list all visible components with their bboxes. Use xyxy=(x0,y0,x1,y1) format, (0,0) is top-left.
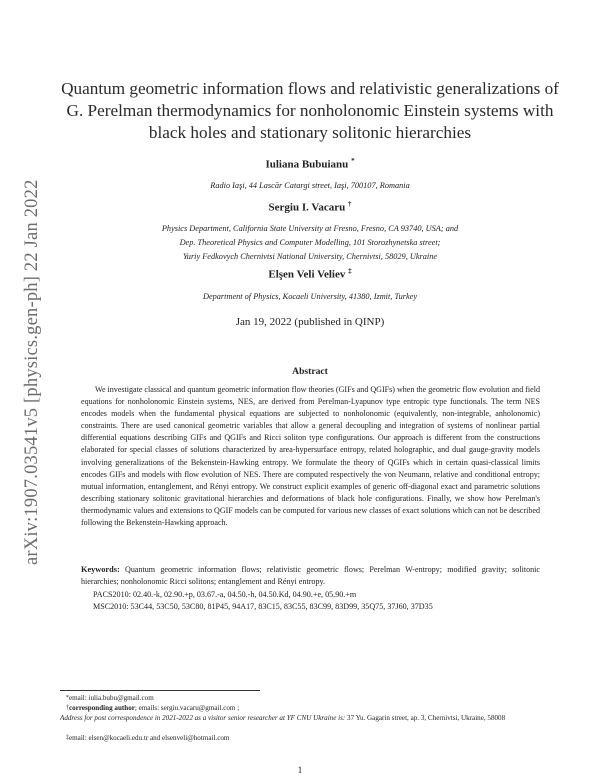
footnote-address: 37 Yu. Gagarin street, ap. 3, Chernivtsi, Ukraine, 58008 xyxy=(345,713,506,722)
footnote-text: ; emails: sergiu.vacaru@gmail.com ; xyxy=(134,704,240,712)
footnote-mark: † xyxy=(66,705,69,711)
publication-date: Jan 19, 2022 (published in QINP) xyxy=(235,316,385,328)
paper-title xyxy=(60,78,560,144)
author-name: Sergiu I. Vacaru xyxy=(268,201,346,214)
author-2 xyxy=(70,200,550,214)
keywords xyxy=(81,564,540,587)
footnote-3 xyxy=(60,734,546,744)
footnote-address-note: Address for post correspondence in 2021-2022 as a visitor senior researcher at YF CNU Ukraine is: xyxy=(60,713,346,722)
footnote-text: email: elsen@kocaeli.edu.tr and elsenveli@hotmail.com xyxy=(69,734,230,742)
footnote-mark: ‡ xyxy=(66,735,69,741)
affiliation-2-line3: Yuriy Fedkovych Chernivtsi National University, Chernivtsi, 58029, Ukraine xyxy=(182,252,438,261)
affiliation-2-line2: Dep. Theoretical Physics and Computer Modelling, 101 Storozhynetska street; xyxy=(179,238,441,247)
author-mark: † xyxy=(347,200,352,208)
corresponding-author-label: corresponding author xyxy=(69,704,135,712)
keywords-label: Keywords: xyxy=(81,565,120,574)
abstract-heading: Abstract xyxy=(292,366,328,377)
abstract-text: We investigate classical and quantum geometric information flow theories (GIFs and QGIFs) when the geometric flow evolution and field equations for nonholonomic Einstein systems, NES, are derived from Perelman-Lyapunov type entropic type functionals. The term NES encodes models when the fundamental physical equations are subjected to nonholonomic (equivalently, non-integrable, anholonomic) constraints. There are used canonical geometric variables that allow a general decoupling and integration of systems of nonlinear partial differential equations describing GIFs and QGIFs and Ricci soliton type configurations. Our approach is different from the constructions elaborated for special classes of solutions characterized by area-hypersurface entropy, related holographic, and dual gauge-gravity models involving generalizations of the Bekenstein-Hawking entropy. We formulate the theory of QGIFs which in certain quasi-classical limits encodes GIFs and models with flow evolution of NES. There are computed respectively the von Neumann, relative and conditional entropy; mutual information, entanglement, and Rényi entropy. We construct explicit examples of generic off-diagonal exact and parametric solutions describing stationary solitonic gravitational hierarchies and deformations of black hole configurations. Finally, we show how Perelman's thermodynamic values and extensions to QGIF models can be computed for various new classes of exact solutions which can not be described following the Bekenstein-Hawking approach. xyxy=(81,385,540,528)
author-mark: ‡ xyxy=(348,267,352,275)
affiliation-2-line1: Physics Department, California State University at Fresno, Fresno, CA 93740, USA; and xyxy=(161,224,459,233)
keywords-text: Quantum geometric information flows; relativistic geometric flows; Perelman W-entropy; modified gravity; solitonic hierarchies; nonholonomic Ricci solitons; entanglement and Rényi entropy. xyxy=(81,565,540,586)
title-line: G. Perelman thermodynamics for nonholonomic Einstein systems with xyxy=(66,101,554,120)
abstract-body xyxy=(81,384,540,529)
title-line: Quantum geometric information flows and relativistic generalizations of xyxy=(61,79,559,98)
footnote-rule xyxy=(60,690,260,691)
footnote-text: email: iulia.bubu@gmail.com xyxy=(69,694,154,702)
title-line: black holes and stationary solitonic hierarchies xyxy=(148,123,472,142)
pacs-codes: PACS2010: 02.40.-k, 02.90.+p, 03.67.-a, 04.50.-h, 04.50.Kd, 04.90.+e, 05.90.+m xyxy=(93,590,357,599)
footnote-1 xyxy=(60,694,546,704)
arxiv-identifier: arXiv:1907.03541v5 [physics.gen-ph] 22 Jan 2022 xyxy=(22,179,42,565)
page-number: 1 xyxy=(297,766,303,776)
author-name: Elşen Veli Veliev xyxy=(268,268,346,281)
author-3 xyxy=(70,267,550,281)
author-mark: * xyxy=(351,157,355,165)
affiliation-3: Department of Physics, Kocaeli University, 41380, Izmit, Turkey xyxy=(202,292,418,301)
msc-codes: MSC2010: 53C44, 53C50, 53C80, 81P45, 94A17, 83C15, 83C55, 83C99, 83D99, 35Q75, 37J60, 37D35 xyxy=(93,602,433,611)
affiliation-1: Radio Iaşi, 44 Lascăr Catargi street, Iaşi, 700107, Romania xyxy=(210,181,410,190)
author-1 xyxy=(70,157,550,171)
footnote-2 xyxy=(60,704,546,723)
author-name: Iuliana Bubuianu xyxy=(265,158,349,171)
footnote-mark: * xyxy=(66,695,69,701)
